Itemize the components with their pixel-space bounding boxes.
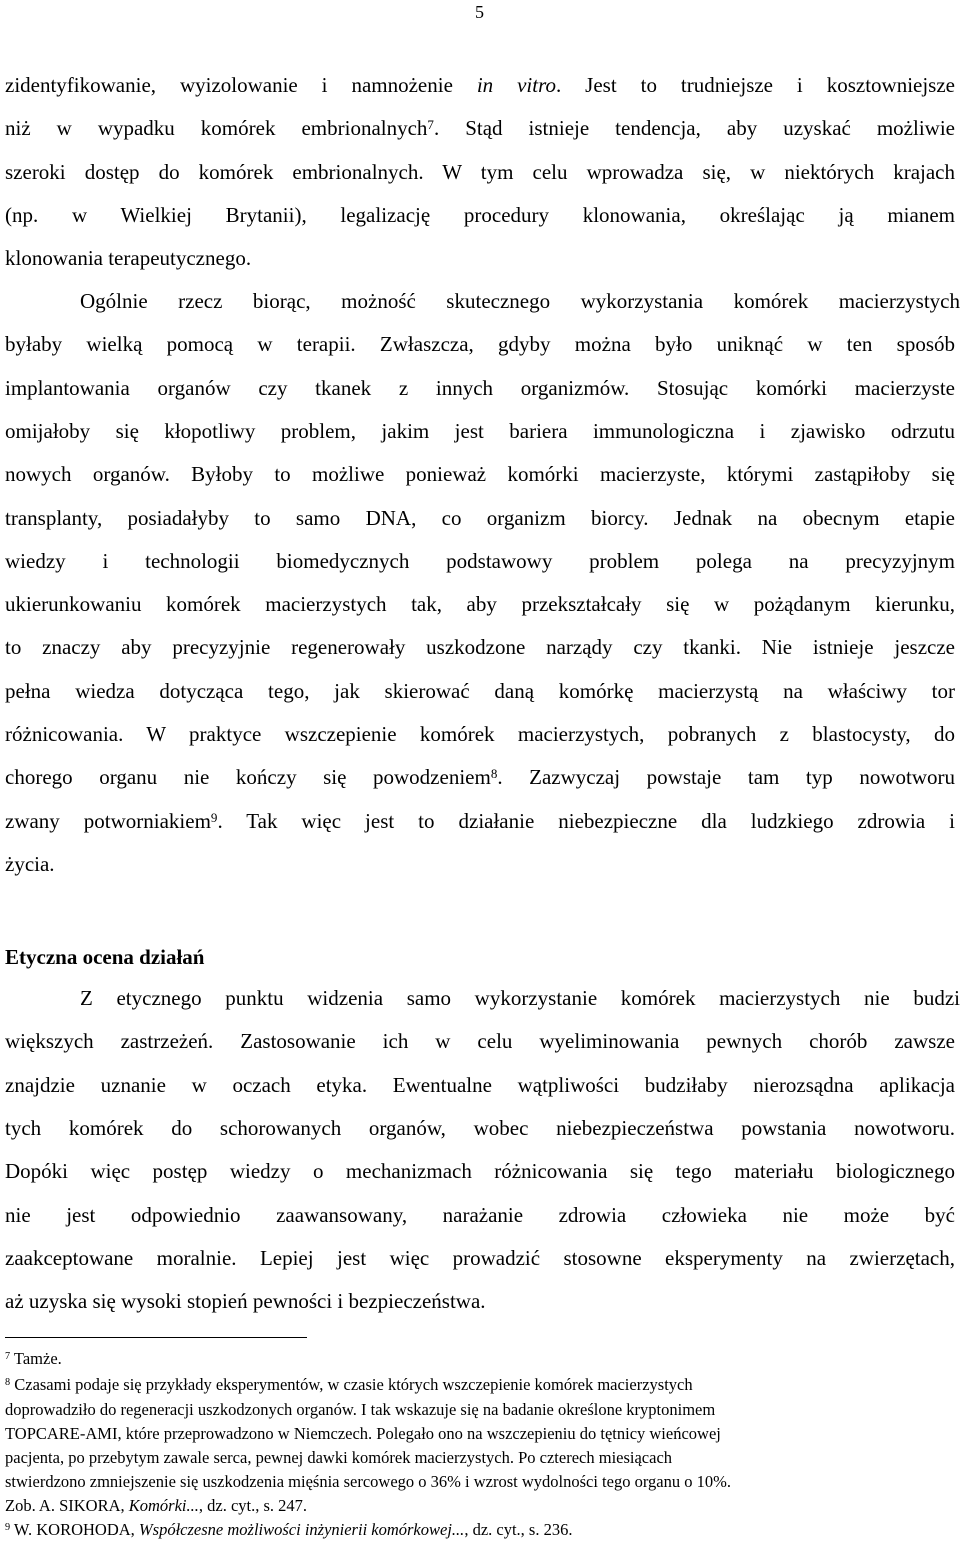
paragraph-1-line: niż w wypadku komórek embrionalnych$^7$. Stąd istnieje tendencja, aby uzyskać możliwie (5, 116, 955, 141)
paragraph-2-line: ukierunkowaniu komórek macierzystych tak, aby przekształcały się w pożądanym kierunku, (5, 592, 955, 617)
paragraph-3-line: aż uzyska się wysoki stopień pewności i bezpieczeństwa. (5, 1289, 486, 1314)
footnote-line: $^7$ Tamże. (5, 1349, 62, 1368)
italic-text: Komórki... (128, 1496, 199, 1515)
paragraph-2-line: nowych organów. Byłoby to możliwe ponieważ komórki macierzyste, którymi zastąpiłoby się (5, 462, 955, 487)
paragraph-1-line: zidentyfikowanie, wyizolowanie i namnożenie in vitro. Jest to trudniejsze i kosztowniejsze (5, 73, 955, 97)
paragraph-2-line: pełna wiedza dotycząca tego, jak skierować daną komórkę macierzystą na właściwy tor (5, 678, 955, 703)
footnote-line: Zob. A. SIKORA, Komórki..., dz. cyt., s. 247. (5, 1496, 308, 1515)
footnote-ref: 7 (5, 1351, 11, 1363)
footnote-line: $^8$ Czasami podaje się przykłady eksperymentów, w czasie których wszczepienie komórek macierzystych (5, 1375, 693, 1394)
paragraph-2-line: omijałoby się kłopotliwy problem, jakim jest bariera immunologiczna i zjawisko odrzutu (5, 418, 955, 443)
footnote-line: stwierdzono zmniejszenie się uszkodzenia mięśnia sercowego o 36% i wzrost wydolności tego organu o 10%. (5, 1472, 731, 1491)
footnote-separator (5, 1337, 307, 1338)
section-heading: Etyczna ocena działań (5, 945, 205, 969)
paragraph-3-line: większych zastrzeżeń. Zastosowanie ich w celu wyeliminowania pewnych chorób zawsze (5, 1029, 955, 1054)
footnote-line: pacjenta, po przebytym zawale serca, pewnej dawki komórek macierzystych. Po czterech miesiącach (5, 1448, 673, 1467)
footnote-ref: 9 (210, 809, 218, 825)
paragraph-3-line: Z etycznego punktu widzenia samo wykorzystanie komórek macierzystych nie budzi (80, 986, 960, 1010)
paragraph-1-line: szeroki dostęp do komórek embrionalnych. W tym celu wprowadza się, w niektórych krajach (5, 159, 955, 184)
italic-text: Współczesne możliwości inżynierii komórkowej... (138, 1520, 465, 1539)
paragraph-2-line: wiedzy i technologii biomedycznych podstawowy problem polega na precyzyjnym (5, 548, 955, 573)
paragraph-2-line: transplanty, posiadałyby to samo DNA, co organizm biorcy. Jednak na obecnym etapie (5, 505, 955, 530)
paragraph-2-line: zwany potworniakiem$^9$. Tak więc jest to działanie niebezpieczne dla ludzkiego zdrowia i (5, 808, 955, 833)
footnote-line: TOPCARE-AMI, które przeprowadzono w Niemczech. Polegało ono na wszczepieniu do tętnicy wieńcowej (5, 1424, 721, 1443)
paragraph-2-line: Ogólnie rzecz biorąc, możność skutecznego wykorzystania komórek macierzystych (80, 289, 960, 313)
paragraph-2-line: byłaby wielką pomocą w terapii. Zwłaszcza, gdyby można było uniknąć w ten sposób (5, 332, 955, 357)
paragraph-2-line: to znaczy aby precyzyjnie regenerowały uszkodzone narządy czy tkanki. Nie istnieje jeszcze (5, 635, 955, 660)
footnote-ref: 8 (490, 766, 498, 782)
paragraph-2-line: różnicowania. W praktyce wszczepienie komórek macierzystych, pobranych z blastocysty, do (5, 722, 955, 746)
paragraph-1-line: klonowania terapeutycznego. (5, 246, 252, 271)
paragraph-3-line: nie jest odpowiednio zaawansowany, narażanie zdrowia człowieka nie może być (5, 1202, 955, 1227)
paragraph-3-line: tych komórek do schorowanych organów, wobec niebezpieczeństwa powstania nowotworu. (5, 1115, 955, 1140)
paragraph-2-line: implantowania organów czy tkanek z innych organizmów. Stosując komórki macierzyste (5, 375, 955, 400)
footnote-ref: 7 (427, 117, 434, 133)
paragraph-3-line: Dopóki więc postęp wiedzy o mechanizmach różnicowania się tego materiału biologicznego (5, 1159, 955, 1184)
paragraph-2-line: chorego organu nie kończy się powodzeniem$^8$. Zazwyczaj powstaje tam typ nowotworu (5, 765, 955, 790)
paragraph-1-line: (np. w Wielkiej Brytanii), legalizację procedury klonowania, określając ją mianem (5, 202, 955, 227)
paragraph-3-line: znajdzie uznanie w oczach etyka. Ewentualne wątpliwości budziłaby nierozsądna aplikacja (5, 1072, 955, 1097)
page-number: 5 (475, 2, 484, 22)
paragraph-2-line: życia. (5, 851, 55, 876)
footnote-ref: 9 (5, 1522, 11, 1534)
paragraph-3-line: zaakceptowane moralnie. Lepiej jest więc prowadzić stosowne eksperymenty na zwierzętach, (5, 1245, 955, 1270)
footnote-line: doprowadziło do regeneracji uszkodzonych organów. I tak wskazuje się na badanie określone kryptonimem (5, 1400, 716, 1419)
italic-text: in vitro (476, 73, 556, 97)
footnote-ref: 8 (5, 1377, 11, 1389)
footnote-line: $^9$ W. KOROHODA, Współczesne możliwości inżynierii komórkowej..., dz. cyt., s. 236. (5, 1520, 573, 1539)
